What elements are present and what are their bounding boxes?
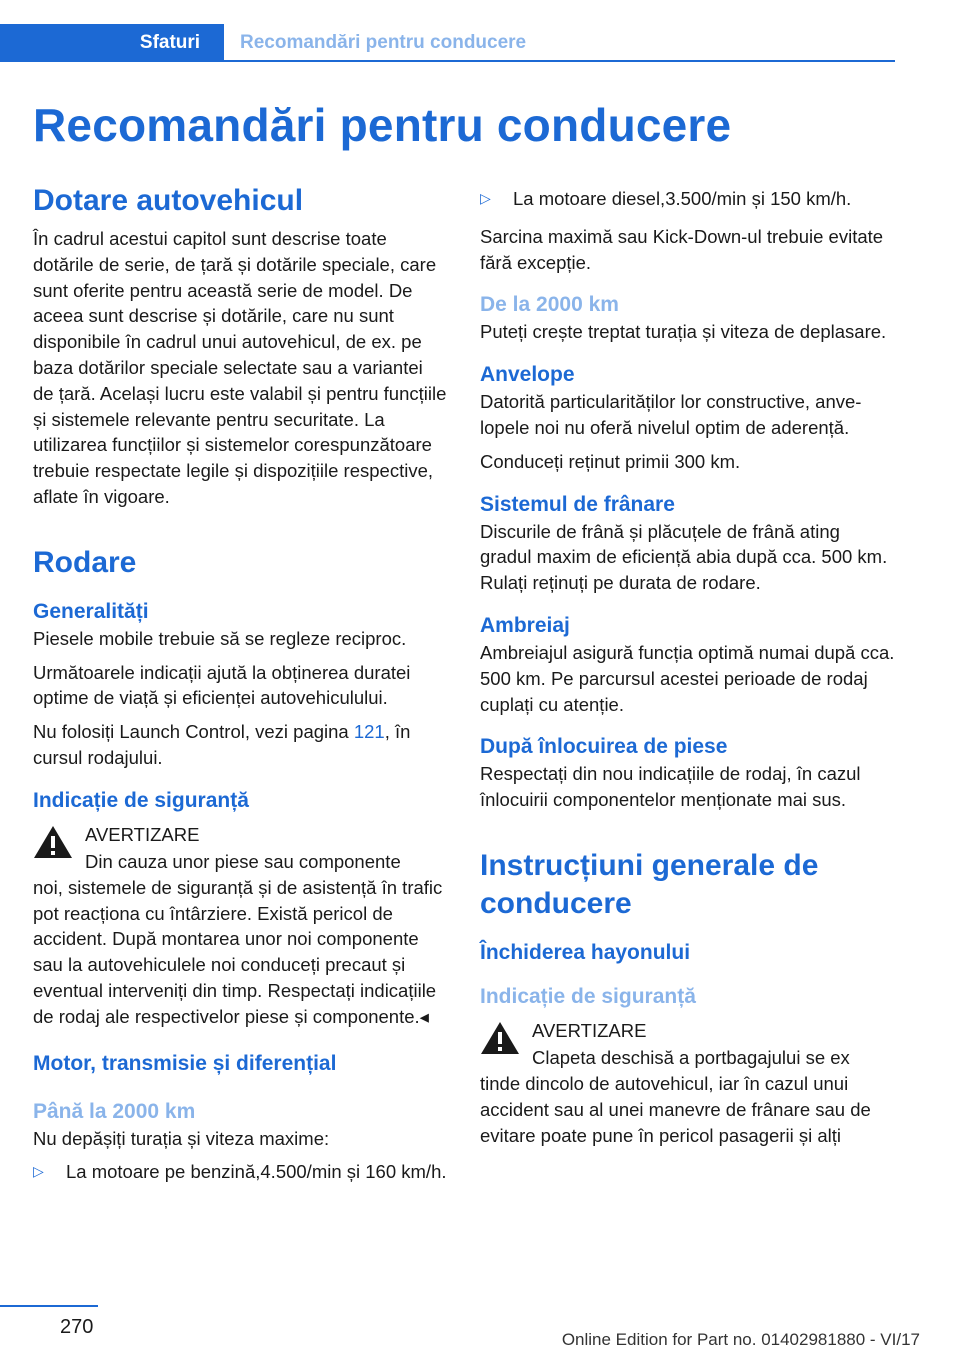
warning-block	[33, 821, 448, 1030]
paragraph-generalitati-3	[33, 719, 448, 771]
heading-generalitati: Generalități	[33, 599, 149, 623]
header-rule	[0, 60, 895, 62]
paragraph-pana-2000: Nu depășiți turația și viteza maxime:	[33, 1127, 330, 1149]
bullet-triangle-icon: ▷	[33, 1163, 44, 1180]
warning-text: tinde dincolo de autovehicul, iar în cazul unui accident sau al unei manevre de frânare sau de evitare poate pune în pericol pasagerii și alți	[480, 1072, 871, 1146]
paragraph-de-la-2000: Puteți crește treptat turația și viteza de deplasare.	[480, 321, 887, 343]
heading-pana-2000: Până la 2000 km	[33, 1099, 196, 1123]
page-number: 270	[60, 1316, 94, 1338]
paragraph-dotare: În cadrul acestui capitol sunt descrise toate dotările de serie, de țară și dotările speciale, care sunt oferite pentru această serie de model. De aceea sunt descrise și dotările, care nu sunt disponibile în cadrul unui autovehicul, de ex. pe baza dotărilor speciale selectate sau a variantei de țară. Același lucru este valabil și pentru funcțiile și sistemele relevante pentru securitate. La utilizarea funcțiilor și sistemelor corespunzătoare trebuie respectate legile și dispozițiile respective, aflate în vigoare.	[33, 228, 447, 507]
bullet-text: La motoare diesel,3.500/min și 150 km/h.	[513, 188, 852, 209]
header-accent-block	[0, 24, 116, 62]
footer-rule	[0, 1305, 98, 1307]
page-title: Recomandări pentru conducere	[33, 99, 732, 151]
text-launch-control: Nu folosiți Launch Control, vezi pagina	[33, 721, 354, 743]
list-item	[33, 1159, 448, 1185]
footer-edition: Online Edition for Part no. 01402981880 - VI/17	[561, 1330, 920, 1349]
list-item	[480, 186, 895, 212]
header-section-tab[interactable]: Sfaturi	[116, 24, 224, 62]
left-column	[33, 182, 448, 1185]
heading-motor: Motor, transmisie și diferențial	[33, 1051, 337, 1075]
heading-indicatie-siguranta: Indicație de siguranță	[33, 788, 249, 812]
warning-text: noi, sistemele de siguranță și de asistență în trafic pot reacționa cu întârziere. Există pericol de accident. După montarea unor noi componente sau la autovehiculele noi conduceți precaut și eventual interveniți din timp. Respectați indicațiile de rodaj ale respectivelor piese și componente.◂	[33, 876, 443, 1027]
heading-instructiuni: Instrucțiuni generale de conducere	[480, 848, 819, 920]
paragraph-dupa-inlocuire: Respectați din nou indicațiile de rodaj, în cazul înlocuirii componentelor menționate mai sus.	[480, 763, 861, 811]
paragraph-generalitati-2: Următoarele indicații ajută la obținerea duratei optime de viață și eficienței autovehiculului.	[33, 661, 411, 709]
heading-anvelope: Anvelope	[480, 363, 575, 387]
paragraph-sarcina: Sarcina maximă sau Kick-Down-ul trebuie evitate fără excepție.	[480, 225, 884, 273]
paragraph-franare: Discurile de frână și plăcuțele de frână ating gradul maxim de eficiență abia după cca. 500 km. Rulați reținuți pe durata de rodare.	[480, 520, 888, 594]
heading-sistem-franare: Sistemul de frânare	[480, 492, 675, 516]
page-link-121[interactable]: 121	[353, 721, 385, 743]
paragraph-anvelope-2: Conduceți reținut primii 300 km.	[480, 450, 741, 472]
heading-inchiderea-hayonului: Închiderea hayonului	[480, 940, 691, 964]
warning-title: AVERTIZARE	[85, 823, 200, 845]
bullet-text: La motoare pe benzină,4.500/min și 160 km/h.	[66, 1161, 447, 1183]
paragraph-ambreiaj: Ambreiajul asigură funcția optimă numai după cca. 500 km. Pe parcursul acestei perioade de rodaj cuplați cu atenție.	[480, 641, 895, 715]
paragraph-anvelope-1: Datorită particularităților lor constructive, anvelopele noi nu oferă nivelul optim de aderență.	[480, 391, 862, 438]
heading-de-la-2000: De la 2000 km	[480, 293, 619, 317]
heading-ambreiaj: Ambreiaj	[480, 613, 570, 637]
warning-text-first: Clapeta deschisă a portbagajului se ex	[532, 1046, 850, 1068]
heading-dupa-inlocuire: După înlocuirea de piese	[480, 735, 728, 759]
heading-rodare: Rodare	[33, 545, 137, 579]
warning-triangle-icon	[33, 825, 73, 859]
warning-text-first: Din cauza unor piese sau componente	[85, 850, 401, 872]
breadcrumb[interactable]: Recomandări pentru conducere	[240, 32, 527, 53]
warning-title: AVERTIZARE	[532, 1019, 647, 1041]
text-rodaj: , în cursul rodajului.	[33, 721, 411, 768]
paragraph-generalitati-1: Piesele mobile trebuie să se regleze reciproc.	[33, 627, 407, 649]
heading-dotare: Dotare autovehicul	[33, 184, 304, 217]
warning-block	[480, 1017, 895, 1148]
warning-triangle-icon	[480, 1021, 520, 1055]
bullet-triangle-icon: ▷	[480, 190, 491, 206]
heading-indicatie-siguranta-2: Indicație de siguranță	[480, 984, 696, 1008]
right-column	[480, 182, 895, 1148]
